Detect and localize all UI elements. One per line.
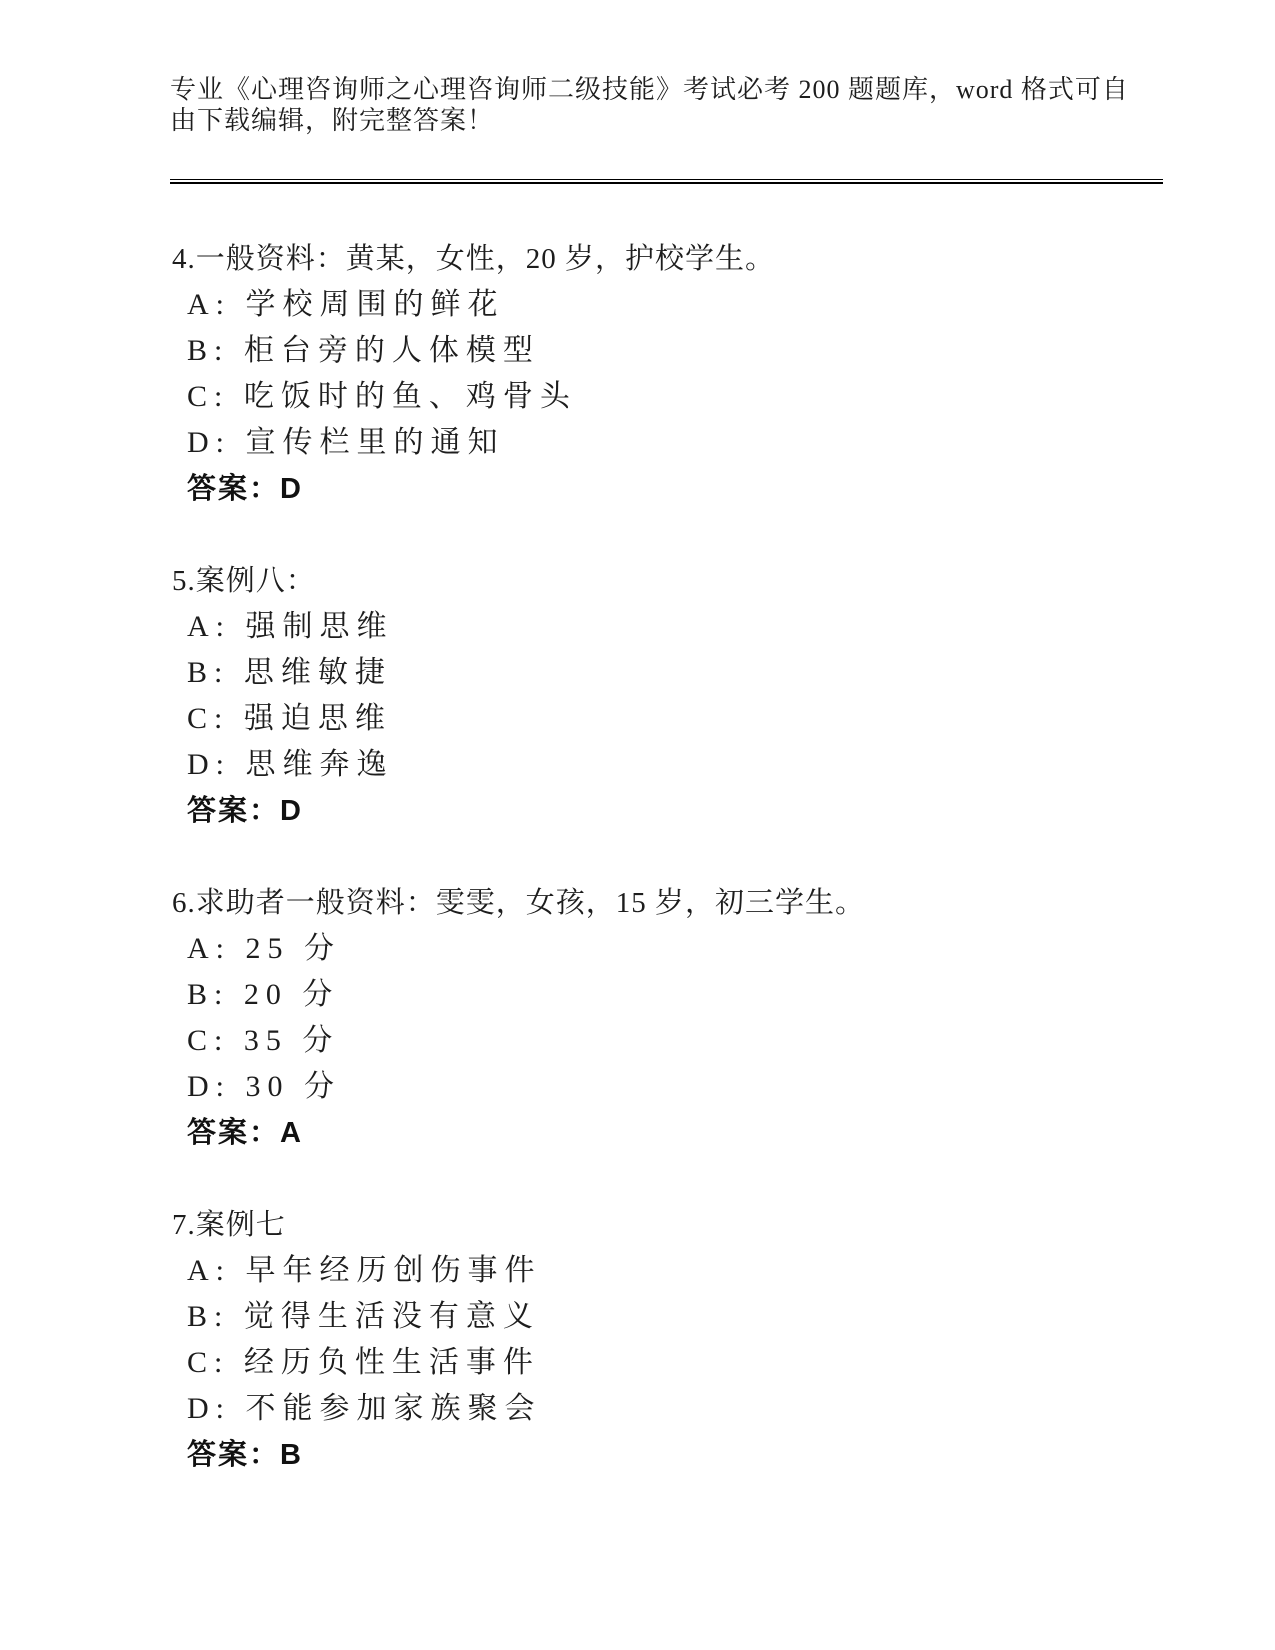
question-option: D: 宣传栏里的通知 <box>187 426 505 459</box>
answer-line: 答案：D <box>187 473 303 505</box>
question-block <box>172 1202 1172 1478</box>
question-title: 7.案例七 <box>172 1209 286 1241</box>
question-option: D: 不能参加家族聚会 <box>187 1392 542 1425</box>
question-option: B: 觉得生活没有意义 <box>187 1300 540 1333</box>
question-option: A: 25 分 <box>187 932 341 965</box>
question-block <box>172 880 1172 1156</box>
question-option: B: 思维敏捷 <box>187 656 392 689</box>
question-title: 4.一般资料：黄某，女性，20 岁，护校学生。 <box>172 243 776 275</box>
question-option: A: 强制思维 <box>187 610 394 643</box>
answer-line: 答案：B <box>187 1439 303 1471</box>
question-options <box>172 282 1172 466</box>
question-option: D: 30 分 <box>187 1070 341 1103</box>
question-options <box>172 926 1172 1110</box>
answer-line: 答案：A <box>187 1117 303 1149</box>
document-header <box>170 74 1129 136</box>
question-title: 6.求助者一般资料：雯雯，女孩，15 岁，初三学生。 <box>172 887 866 919</box>
question-option: C: 吃饭时的鱼、鸡骨头 <box>187 380 577 413</box>
question-options <box>172 604 1172 788</box>
question-option: C: 35 分 <box>187 1024 340 1057</box>
question-option: B: 20 分 <box>187 978 340 1011</box>
question-option: B: 柜台旁的人体模型 <box>187 334 540 367</box>
question-block <box>172 236 1172 512</box>
questions <box>172 236 1172 1524</box>
answer-line: 答案：D <box>187 795 303 827</box>
header-line-2: 由下载编辑，附完整答案！ <box>170 106 495 135</box>
question-options <box>172 1248 1172 1432</box>
question-option: A: 早年经历创伤事件 <box>187 1254 542 1287</box>
question-option: A: 学校周围的鲜花 <box>187 288 505 321</box>
question-option: C: 经历负性生活事件 <box>187 1346 540 1379</box>
question-option: D: 思维奔逸 <box>187 748 394 781</box>
header-divider-rule <box>170 179 1163 184</box>
question-block <box>172 558 1172 834</box>
question-option: C: 强迫思维 <box>187 702 392 735</box>
question-title: 5.案例八： <box>172 565 316 597</box>
header-line-1: 专业《心理咨询师之心理咨询师二级技能》考试必考 200 题题库，word 格式可自 <box>170 75 1129 104</box>
